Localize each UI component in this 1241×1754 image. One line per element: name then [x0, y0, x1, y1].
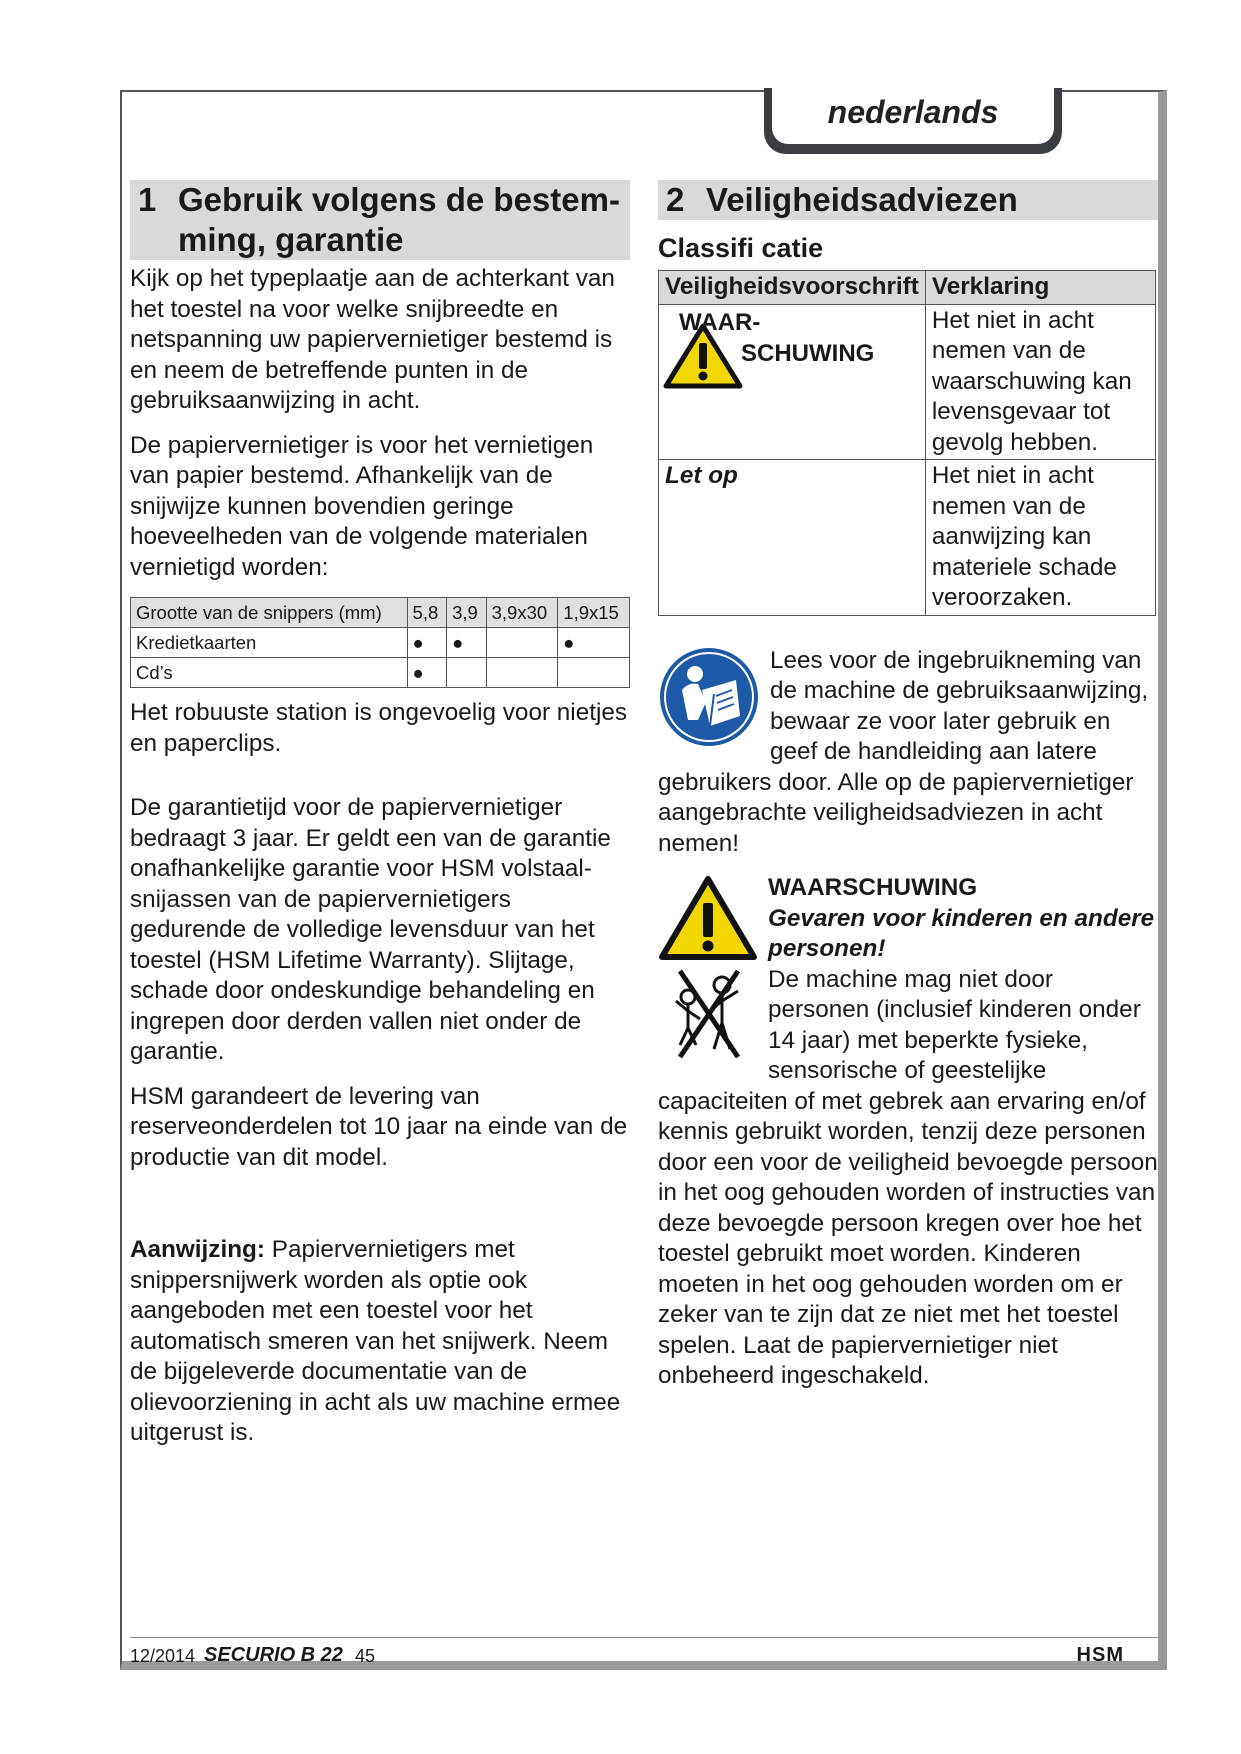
warning-subtitle: Gevaren voor kinderen en andere personen! [768, 904, 1155, 962]
table-cell: Cd’s [131, 658, 408, 688]
section-number: 1 [138, 181, 157, 218]
notice-cell [659, 460, 926, 616]
table-row [131, 628, 630, 658]
paragraph: De garantietijd voor de papiervernietiger bedraagt 3 jaar. Er geldt een van de garantie onafhankelijke garantie voor HSM volstaal-snijassen van de papiervernietigers gedurende de volledige levensduur van het toestel (HSM Lifetime Warranty). Slijtage, schade door ondeskundige behandeling en ingrepen door derden vallen niet onder de garantie. [130, 794, 611, 1065]
no-children-icon [676, 971, 738, 1057]
note-text: Papiervernietigers met snippersnijwerk worden als optie ook aangeboden met een toestel voor het automatisch smeren van het snijwerk. Neem de bijgeleverde documentatie van de olievoorziening in acht als uw machine ermee uitgerust is. [130, 1236, 621, 1446]
table-row [659, 460, 1156, 616]
warning-label-line2: SCHUWING [741, 339, 875, 367]
footer [130, 1644, 1160, 1674]
warning-triangle-icon [662, 879, 754, 957]
subheading: Classifi catie [658, 233, 824, 263]
table-row [659, 304, 1156, 460]
right-column [658, 180, 1158, 1392]
warning-label-line1: WAAR- [679, 308, 761, 336]
table-cell: ● [447, 628, 487, 658]
warning-icons [658, 873, 758, 1063]
paragraph: HSM garandeert de levering van reserveonderdelen tot 10 jaar na einde van de productie van dit model. [130, 1082, 628, 1171]
warning-title: WAARSCHUWING [768, 874, 978, 901]
table-row [131, 658, 630, 688]
table-cell [486, 628, 558, 658]
section-number: 2 [666, 181, 685, 218]
brand-logo: HSM [1076, 1644, 1124, 1666]
table-cell: ● [407, 658, 447, 688]
section-2-heading [658, 180, 1158, 220]
table-header-cell: 1,9x15 [558, 598, 630, 628]
table-header-cell: 5,8 [407, 598, 447, 628]
table-cell: Kredietkaarten [131, 628, 408, 658]
safety-classification-table [658, 270, 1156, 616]
table-header-row [659, 271, 1156, 305]
paragraph: Het robuuste station is ongevoelig voor nietjes en paperclips. [130, 699, 628, 757]
note-paragraph [130, 1235, 630, 1449]
table-header-cell: Verklaring [925, 271, 1155, 305]
section-1-heading [130, 180, 630, 260]
paragraph: De papiervernietiger is voor het vernietigen van papier bestemd. Afhankelijk van de snijwijze kunnen bovendien geringe hoeveelheden van de volgende materialen vernietigd worden: [130, 431, 594, 581]
footer-product: SECURIO B 22 [204, 1644, 343, 1666]
table-cell [486, 658, 558, 688]
footer-divider [130, 1637, 1160, 1638]
left-column [130, 180, 630, 1449]
paragraph: Kijk op het typeplaatje aan de achterkant van het toestel na voor welke snijbreedte en netspanning uw papiervernietiger bestemd is en neem de betreffende punten in de gebruiksaanwijzing in acht. [130, 265, 615, 414]
read-manual-text: Lees voor de ingebruikneming van de machine de gebruiksaanwijzing, bewaar ze voor later gebruik en geef de handleiding aan latere gebruikers door. Alle op de papiervernietiger aangebrachte veiligheidsadviezen in acht nemen! [658, 646, 1149, 857]
page-number: 45 [355, 1646, 376, 1666]
language-tab [764, 88, 1062, 154]
table-header-cell: Grootte van de snippers (mm) [131, 598, 408, 628]
table-cell: Het niet in acht nemen van de aanwijzing kan materiele schade veroorzaken. [925, 460, 1155, 616]
section-title-line1: Gebruik volgens de bestem- [178, 181, 620, 218]
read-manual-block [658, 646, 1158, 860]
warning-block [658, 873, 1158, 1392]
warning-text: De machine mag niet door personen (inclusief kinderen onder 14 jaar) met beperkte fysieke, sensorische of geestelijke capaciteiten of met gebrek aan ervaring en/of kennis gebruikt worden, tenzij deze personen door een voor de veiligheid bevoegde persoon in het oog gehouden worden of instructies van deze bevoegde persoon kregen over hoe het toestel gebruikt moet worden. Kinderen moeten in het oog gehouden worden om er zeker van te zijn dat ze niet met het toestel spelen. Laat de papiervernietiger niet onbeheerd ingeschakeld. [658, 965, 1158, 1389]
language-label: nederlands [772, 88, 1054, 144]
table-header-row [131, 598, 630, 628]
table-cell: ● [407, 628, 447, 658]
footer-version: 12/2014 [130, 1646, 196, 1666]
section-title-line2: ming, garantie [178, 221, 404, 258]
table-cell: ● [558, 628, 630, 658]
warning-label [679, 307, 874, 369]
table-cell [447, 658, 487, 688]
table-header-cell: Veiligheidsvoorschrift [659, 271, 926, 305]
shred-size-table [130, 597, 630, 688]
table-header-cell: 3,9x30 [486, 598, 558, 628]
section-title: Veiligheidsadviezen [706, 181, 1018, 218]
notice-label: Let op [665, 462, 738, 489]
note-label: Aanwijzing: [130, 1236, 265, 1263]
table-header-cell: 3,9 [447, 598, 487, 628]
warning-cell [659, 304, 926, 460]
table-cell: Het niet in acht nemen van de waarschuwing kan levensgevaar tot gevolg hebben. [925, 304, 1155, 460]
read-manual-icon [658, 646, 760, 753]
table-cell [558, 658, 630, 688]
